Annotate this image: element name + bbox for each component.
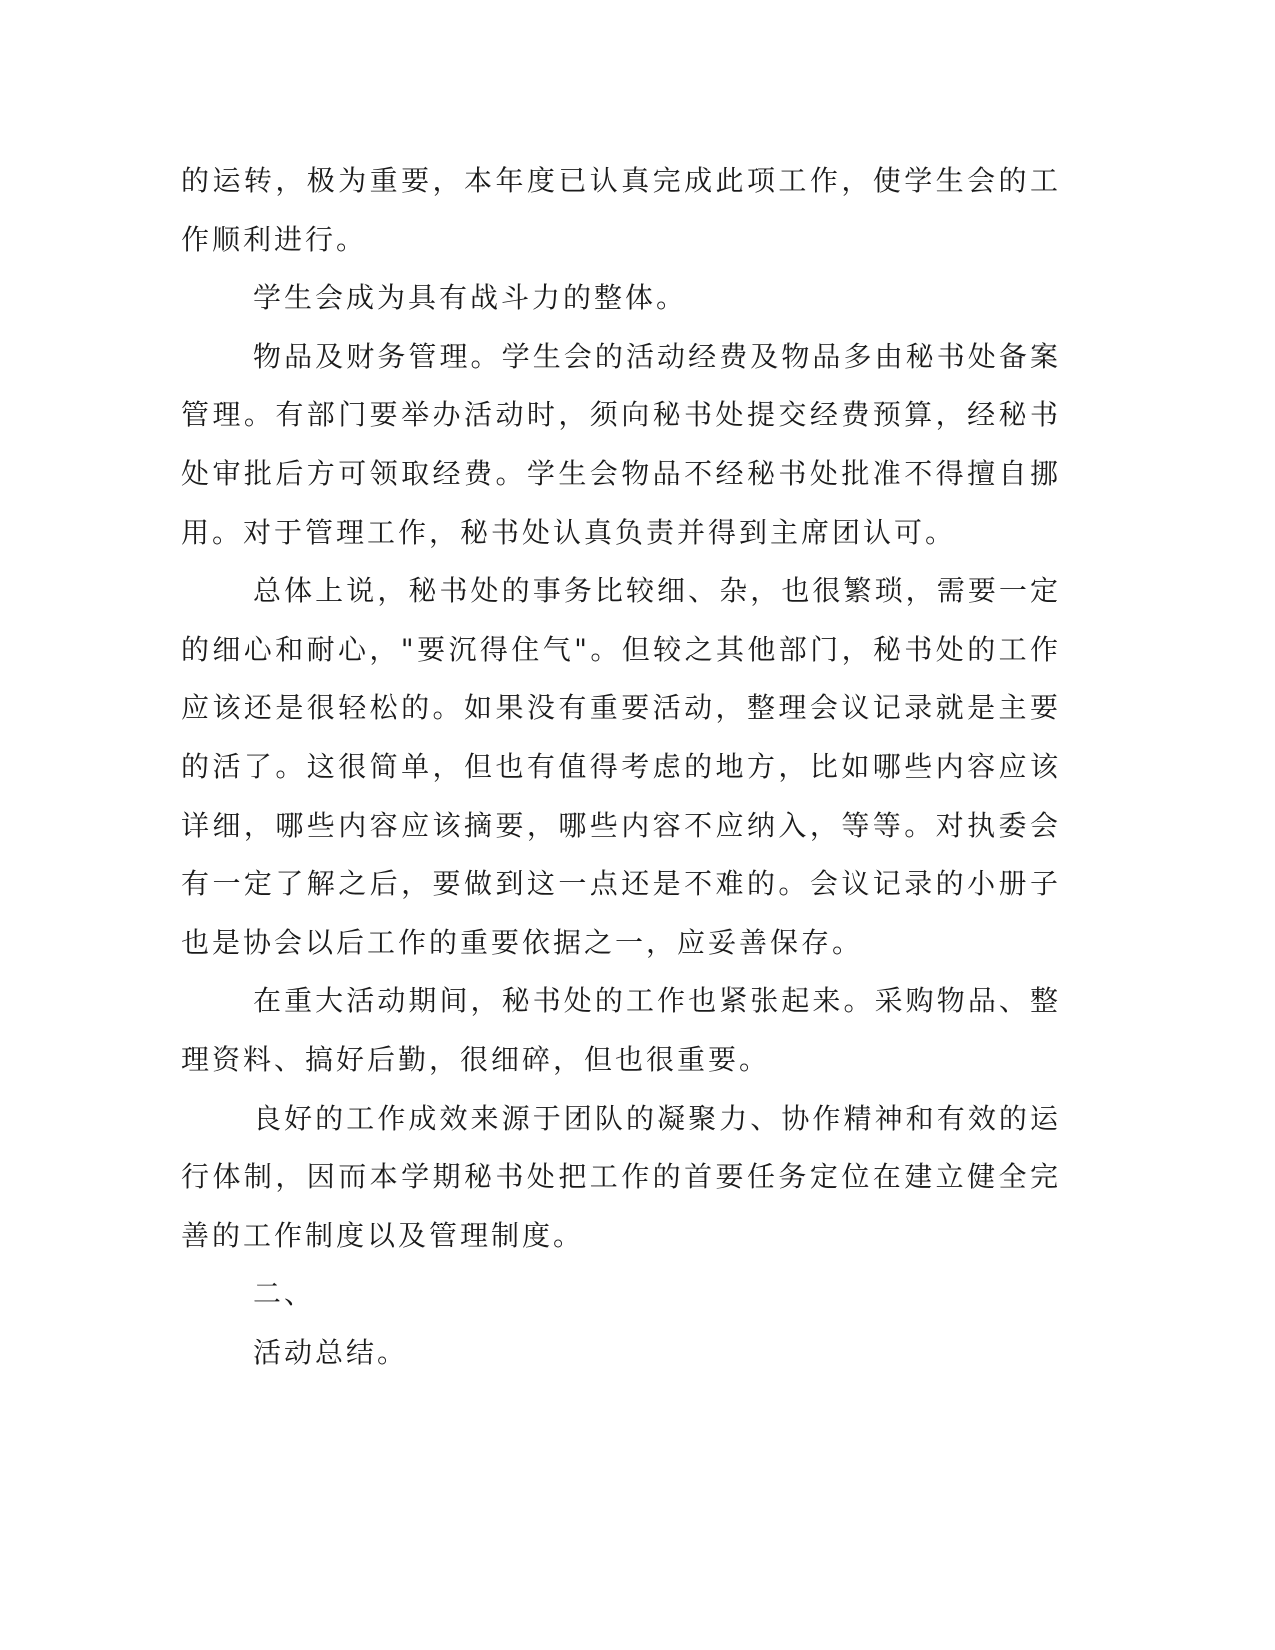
paragraph-overall-summary: 总体上说，秘书处的事务比较细、杂，也很繁琐，需要一定的细心和耐心，"要沉得住气"。但较之其他部门，秘书处的工作应该还是很轻松的。如果没有重要活动，整理会议记录就是主要的活了。这很简单，但也有值得考虑的地方，比如哪些内容应该详细，哪些内容应该摘要，哪些内容不应纳入，等等。对执委会有一定了解之后，要做到这一点还是不难的。会议记录的小册子也是协会以后工作的重要依据之一，应妥善保存。 — [181, 574, 1061, 959]
document-body — [181, 152, 1061, 1382]
section-heading: 活动总结。 — [253, 1335, 409, 1369]
section-number: 二、 — [253, 1277, 316, 1311]
paragraph-major-activities: 在重大活动期间，秘书处的工作也紧张起来。采购物品、整理资料、搞好后勤，很细碎，但也很重要。 — [181, 984, 1061, 1076]
paragraph-student-union: 学生会成为具有战斗力的整体。 — [253, 281, 688, 315]
paragraph-continuation: 的运转，极为重要，本年度已认真完成此项工作，使学生会的工作顺利进行。 — [181, 164, 1061, 256]
paragraph-work-system: 良好的工作成效来源于团队的凝聚力、协作精神和有效的运行体制，因而本学期秘书处把工作的首要任务定位在建立健全完善的工作制度以及管理制度。 — [181, 1101, 1061, 1252]
paragraph-finance-management: 物品及财务管理。学生会的活动经费及物品多由秘书处备案管理。有部门要举办活动时，须向秘书处提交经费预算，经秘书处审批后方可领取经费。学生会物品不经秘书处批准不得擅自挪用。对于管理工作，秘书处认真负责并得到主席团认可。 — [181, 339, 1061, 549]
